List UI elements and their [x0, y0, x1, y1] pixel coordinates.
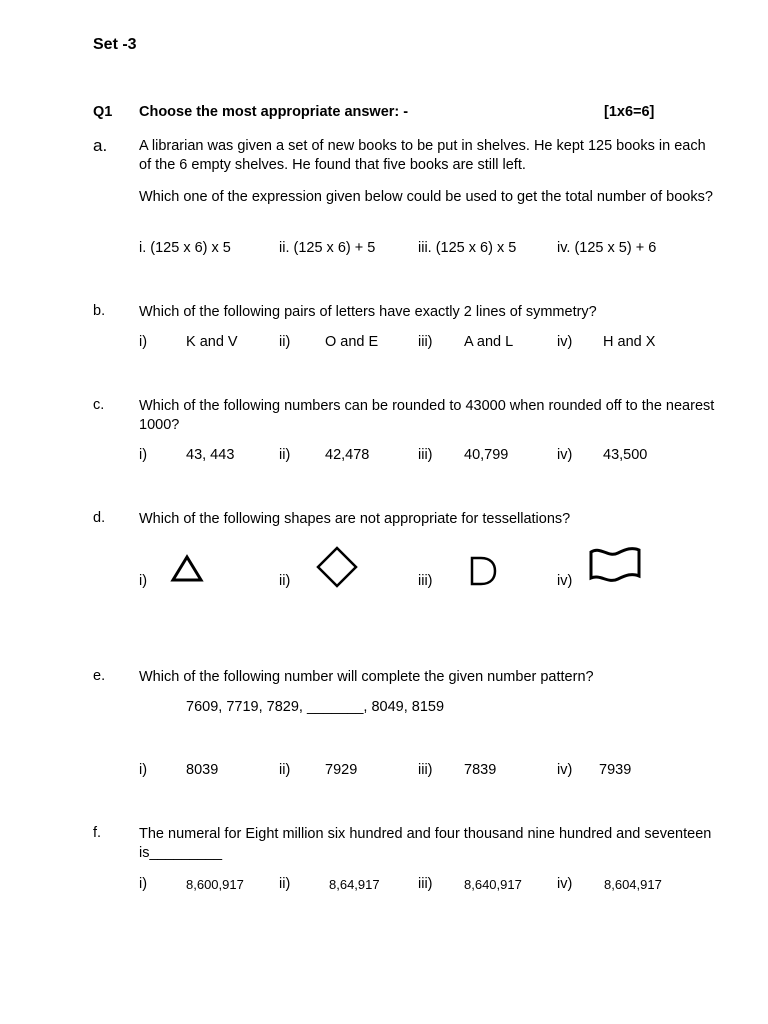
- question-a-text2: Which one of the expression given below could be used to get the total number of books?: [139, 189, 713, 205]
- question-e-option-2: 7929: [325, 762, 358, 778]
- question-f-option-4: 8,604,917: [604, 877, 662, 892]
- question-c-option-3: 40,799: [464, 447, 509, 463]
- question-e-numeral-3: iii): [418, 762, 433, 778]
- question-d-label: d.: [93, 510, 106, 526]
- question-b-numeral-3: iii): [418, 334, 433, 350]
- question-a-label: a.: [93, 136, 108, 155]
- question-f-numeral-4: iv): [557, 876, 573, 892]
- question-a-option-1: i. (125 x 6) x 5: [139, 240, 231, 256]
- question-e-numeral-1: i): [139, 762, 148, 778]
- question-c-numeral-4: iv): [557, 447, 573, 463]
- question-b-text: Which of the following pairs of letters have exactly 2 lines of symmetry?: [139, 304, 597, 320]
- question-a-text: A librarian was given a set of new books to be put in shelves. He kept 125 books in each of the 6 empty shelves. He found that five books are still left.: [139, 138, 706, 173]
- q1-marks: [1x6=6]: [604, 104, 655, 120]
- question-a-option-3: iii. (125 x 6) x 5: [418, 240, 517, 256]
- question-e-label: e.: [93, 668, 106, 684]
- question-f-text: The numeral for Eight million six hundred and four thousand nine hundred and seventeen is_________: [139, 826, 712, 861]
- number-pattern: 7609, 7719, 7829, _______, 8049, 8159: [186, 699, 445, 715]
- question-b-option-3: A and L: [464, 334, 514, 350]
- q1-instruction: Choose the most appropriate answer: -: [139, 104, 409, 120]
- question-f-option-3: 8,640,917: [464, 877, 522, 892]
- d-shape-icon: [468, 555, 498, 587]
- question-b-label: b.: [93, 303, 106, 319]
- question-b-option-1: K and V: [186, 334, 238, 350]
- question-e-option-4: 7939: [599, 762, 632, 778]
- question-c-option-4: 43,500: [603, 447, 648, 463]
- flag-icon: [588, 546, 642, 584]
- question-d-numeral-1: i): [139, 573, 148, 589]
- q1-number: Q1: [93, 104, 113, 120]
- question-f-option-2: 8,64,917: [329, 877, 380, 892]
- question-c-numeral-2: ii): [279, 447, 291, 463]
- question-c-numeral-3: iii): [418, 447, 433, 463]
- question-d-numeral-4: iv): [557, 573, 573, 589]
- question-c-label: c.: [93, 397, 105, 413]
- question-e-numeral-2: ii): [279, 762, 291, 778]
- question-c-numeral-1: i): [139, 447, 148, 463]
- question-b-option-4: H and X: [603, 334, 656, 350]
- question-f-numeral-3: iii): [418, 876, 433, 892]
- question-b-option-2: O and E: [325, 334, 379, 350]
- question-b-numeral-1: i): [139, 334, 148, 350]
- question-f-numeral-2: ii): [279, 876, 291, 892]
- question-d-text: Which of the following shapes are not appropriate for tessellations?: [139, 511, 571, 527]
- question-b-numeral-2: ii): [279, 334, 291, 350]
- question-c-option-1: 43, 443: [186, 447, 235, 463]
- question-f-option-1: 8,600,917: [186, 877, 244, 892]
- set-title: Set -3: [93, 36, 137, 53]
- question-d-numeral-2: ii): [279, 573, 291, 589]
- question-e-option-1: 8039: [186, 762, 219, 778]
- triangle-icon: [170, 554, 204, 582]
- question-a-option-4: iv. (125 x 5) + 6: [557, 240, 657, 256]
- question-c-option-2: 42,478: [325, 447, 370, 463]
- question-f-label: f.: [93, 825, 102, 841]
- question-b-numeral-4: iv): [557, 334, 573, 350]
- question-e-numeral-4: iv): [557, 762, 573, 778]
- question-e-option-3: 7839: [464, 762, 497, 778]
- question-d-numeral-3: iii): [418, 573, 433, 589]
- diamond-icon: [316, 546, 358, 588]
- question-e-text: Which of the following number will complete the given number pattern?: [139, 669, 594, 685]
- question-a-option-2: ii. (125 x 6) + 5: [279, 240, 376, 256]
- question-f-numeral-1: i): [139, 876, 148, 892]
- question-c-text: Which of the following numbers can be rounded to 43000 when rounded off to the nearest 1000?: [139, 398, 715, 433]
